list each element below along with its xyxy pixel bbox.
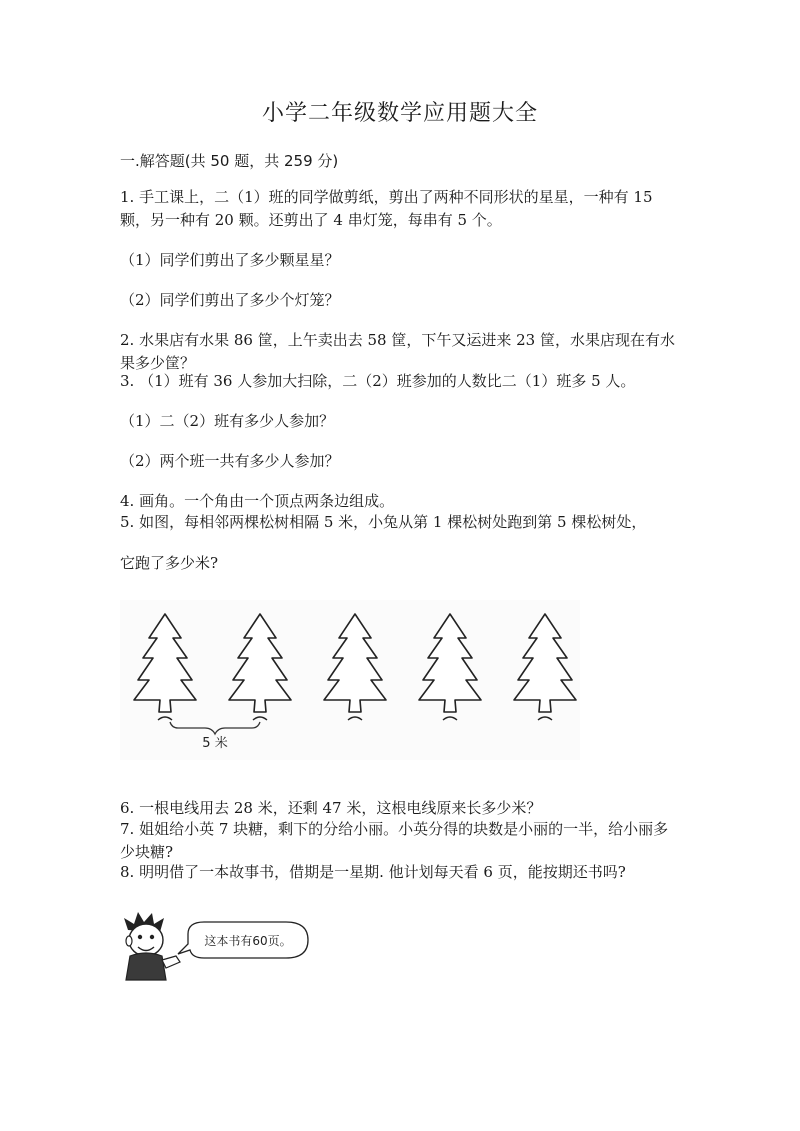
question-1-part-2: （2）同学们剪出了多少个灯笼？ xyxy=(120,291,340,309)
section-heading: 一.解答题(共 50 题，共 259 分) xyxy=(120,152,339,170)
page-title: 小学二年级数学应用题大全 xyxy=(261,101,538,126)
question-5-line-1: 5. 如图，每相邻两棵松树相隔 5 米，小兔从第 1 棵松树处跑到第 5 棵松树处， xyxy=(120,513,647,531)
question-5-line-2: 它跑了多少米? xyxy=(120,554,219,572)
question-1: 1. 手工课上，二（1）班的同学做剪纸，剪出了两种不同形状的星星，一种有 15 颗，另一种有 20 颗。还剪出了 4 串灯笼，每串有 5 个。 xyxy=(120,188,653,229)
boy-hand xyxy=(162,956,180,968)
question-3-part-2: （2）两个班一共有多少人参加？ xyxy=(120,452,340,470)
question-1-part-1: （1）同学们剪出了多少颗星星？ xyxy=(120,251,340,269)
question-6: 6. 一根电线用去 28 米，还剩 47 米，这根电线原来长多少米？ xyxy=(120,799,542,817)
pine-trees-figure xyxy=(120,600,580,760)
question-2: 2. 水果店有水果 86 筐，上午卖出去 58 筐，下午又运进来 23 筐，水果店现在有水果多少筐？ xyxy=(120,331,675,372)
question-8: 8. 明明借了一本故事书，借期是一星期. 他计划每天看 6 页，能按期还书吗? xyxy=(120,863,626,881)
distance-label: 5 米 xyxy=(202,736,228,751)
speech-text: 这本书有60页。 xyxy=(204,934,292,948)
question-3: 3. （1）班有 36 人参加大扫除，二（2）班参加的人数比二（1）班多 5 人。 xyxy=(120,372,636,390)
boy-body xyxy=(126,953,166,980)
boy-with-book-illustration xyxy=(118,910,338,985)
question-3-part-1: （1）二（2）班有多少人参加？ xyxy=(120,412,335,430)
question-7: 7. 姐姐给小英 7 块糖，剩下的分给小丽。小英分得的块数是小丽的一半，给小丽多少块糖? xyxy=(120,820,669,861)
question-4: 4. 画角。一个角由一个顶点两条边组成。 xyxy=(120,492,395,510)
